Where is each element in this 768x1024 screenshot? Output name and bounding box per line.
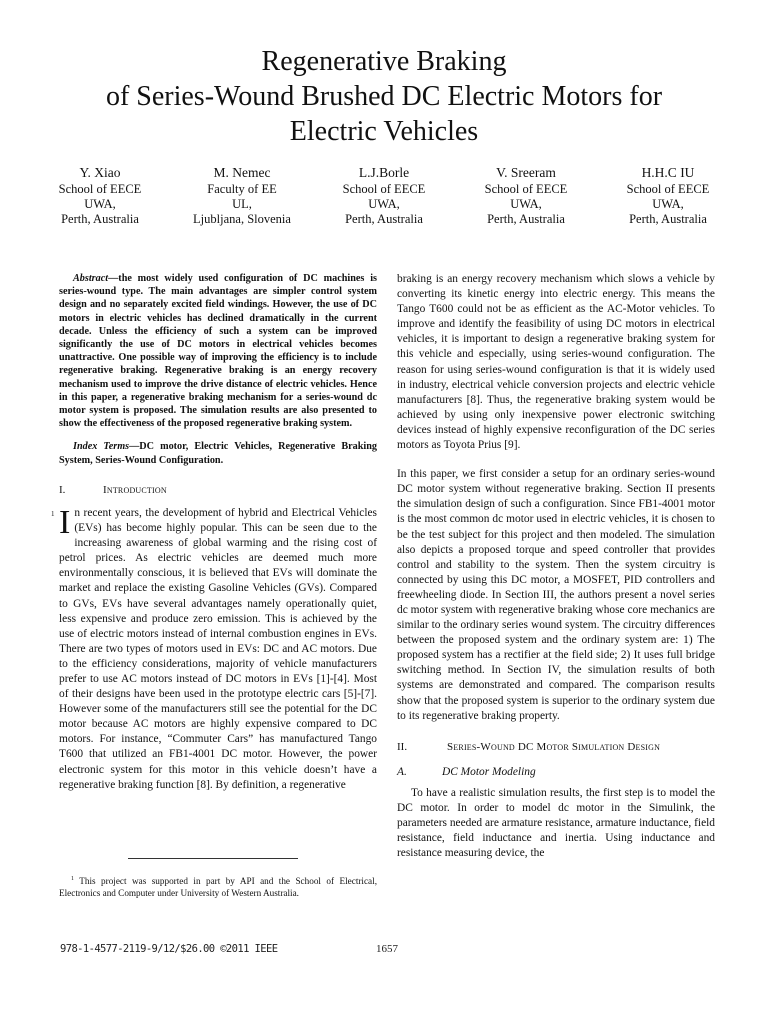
author-dept: School of EECE (484, 182, 568, 196)
abstract-text: —the most widely used configuration of DC machines is series-wound type. The main advantages are simpler control system design and no separately excited field windings. However, the use of DC motors in electric vehicles has declined dramatically in the current decade. Unless the efficiency of such a system can be improved significantly the use of DC motors in electrical vehicles becomes unattractive. One possible way of improving the efficiency is to include regenerative braking. Regenerative braking is an energy recovery mechanism used to improve the drive distance of electric vehicles. Hence in this paper, a regenerative braking mechanism for a series-wound dc motor system is proposed. The simulation results are also presented to show the effectiveness of the proposed regenerative braking system. (59, 273, 377, 430)
footnote-marker: 1 (51, 509, 55, 518)
author-block (456, 165, 596, 227)
section-number: II. (397, 740, 408, 753)
drop-cap (51, 503, 71, 541)
author-block (598, 165, 738, 227)
author-org: UWA, (368, 197, 400, 211)
author-list (30, 165, 738, 227)
right-column (397, 272, 715, 861)
subsection-title: DC Motor Modeling (442, 765, 536, 778)
subsection-heading (397, 765, 715, 780)
author-block (172, 165, 312, 227)
author-org: UWA, (652, 197, 684, 211)
section-title: Introduction (103, 483, 167, 496)
author-name: Y. Xiao (79, 165, 121, 180)
title-line-3: Electric Vehicles (289, 116, 479, 147)
intro-text: n recent years, the development of hybrid and Electrical Vehicles (EVs) has become highly popular. This can be seen due to the increasing awareness of global warming and the rising cost of petrol prices. As electric vehicles are deemed much more environmentally conscious, it is believed that EVs will dominate the market and replace the existing Gasoline Vehicles (GVs). Compared to GVs, EVs have several advantages namely operationally quiet, less expensive and produce zero emission. This is achieved by the use of electric motors instead of internal combustion engines in EVs. There are two types of motors used in EVs: DC and AC motors. Due to the efficiency considerations, majority of vehicle manufacturers prefer to use AC motors instead of DC motors in EVs [1]-[4]. Most of their designs have been used in the prototype electric cars [5]-[7]. However some of the manufacturers still see the potential for the DC motor because AC motors are highly expensive compared to DC motors. For instance, “Commuter Cars” has manufactured Tango T600 that utilized an FB1-4001 DC motor. However, the power electronic system for this motor in this vehicle doesn’t have a regenerative braking function [8]. By definition, a regenerative (59, 506, 377, 791)
author-dept: School of EECE (58, 182, 142, 196)
author-location: Perth, Australia (61, 212, 139, 226)
left-column (51, 272, 377, 793)
abstract (59, 272, 377, 430)
section-number: I. (59, 483, 66, 496)
page-number: 1657 (376, 943, 398, 955)
author-name: H.H.C IU (641, 165, 695, 180)
index-terms (59, 440, 377, 466)
subsection-number: A. (397, 765, 407, 778)
author-org: UWA, (84, 197, 116, 211)
section-title: Series-Wound DC Motor Simulation Design (447, 740, 661, 753)
author-location: Perth, Australia (629, 212, 707, 226)
title-line-1: Regenerative Braking (261, 46, 507, 77)
author-block (30, 165, 170, 227)
footnote-divider (128, 858, 298, 859)
body-paragraph: In this paper, we first consider a setup for an ordinary series-wound DC motor system without regenerative braking. Section II presents the simulation design of such a configuration. Since FB1-4001 motor is the most common dc motor used in electric vehicles, it is chosen to be the test subject for this project and then modeled. The simulation also depicts a proposed torque and speed controller that provides control and stability to the system. Then the system circuitry is connected by using this DC motor, a MOSFET, PID controllers and freewheeling diode. In Section III, the authors present a novel series dc motor system with regenerative braking whose core mechanics are similar to the ordinary series wound system. The circuitry differences between the proposed system and the ordinary system are: 1) The proposed system has a rectifier at the field side; 2) It uses full bridge switching method. In Section IV, the simulation results of both systems are demonstrated and compared. The comparison results show that the proposed system is superior to the ordinary system due to its regenerative braking property. (397, 468, 715, 722)
footnote-mark: 1 (71, 876, 74, 883)
intro-paragraph (51, 503, 377, 793)
isbn-footer: 978-1-4577-2119-9/12/$26.00 ©2011 IEEE (60, 943, 278, 955)
author-location: Perth, Australia (345, 212, 423, 226)
author-location: Perth, Australia (487, 212, 565, 226)
section-heading (397, 740, 715, 755)
footnote-text: This project was supported in part by API and the School of Electrical, Electronics and Computer under University of Western Australia. (59, 876, 377, 898)
author-org: UL, (232, 197, 252, 211)
title-line-2: of Series-Wound Brushed DC Electric Motors for (105, 81, 663, 112)
author-block (314, 165, 454, 227)
author-dept: School of EECE (342, 182, 426, 196)
body-paragraph: braking is an energy recovery mechanism which slows a vehicle by converting its kinetic energy into electric energy. This means the Tango T600 could not be as efficient as the AC-Motor vehicles. To improve and identify the feasibility of using DC motors in electrical vehicles, it is important to design a regenerative braking system for this vehicle and especially, using series-wound configuration. The reason for using series-wound configuration is that it is widely used in industry, electrical vehicle conversion projects and electric vehicle manufacturers [8]. Thus, the regenerative braking system would be achieved by using only inexpensive power electronic switching devices instead of highly expensive reconfiguration of the DC series motors as Toyota Prius [9]. (397, 273, 715, 452)
author-location: Ljubljana, Slovenia (193, 212, 291, 226)
author-name: L.J.Borle (358, 165, 410, 180)
author-name: V. Sreeram (496, 165, 556, 180)
paper-title (40, 44, 728, 149)
section-heading (59, 483, 377, 498)
author-org: UWA, (510, 197, 542, 211)
footnote (59, 874, 377, 899)
index-terms-text: —DC motor, Electric Vehicles, Regenerative Braking System, Series-Wound Configuration. (59, 441, 377, 466)
abstract-label: Abstract (73, 273, 109, 284)
author-name: M. Nemec (213, 165, 271, 180)
index-terms-label: Index Terms (73, 441, 130, 453)
drop-cap-letter: I (59, 503, 71, 541)
author-dept: Faculty of EE (207, 182, 277, 196)
author-dept: School of EECE (626, 182, 710, 196)
body-paragraph: To have a realistic simulation results, the first step is to model the DC motor. In order to model dc motor in the Simulink, the parameters needed are armature resistance, armature inductance, field resistance, field inductance and inertia. Using inductance and resistance measuring device, the (397, 786, 715, 860)
